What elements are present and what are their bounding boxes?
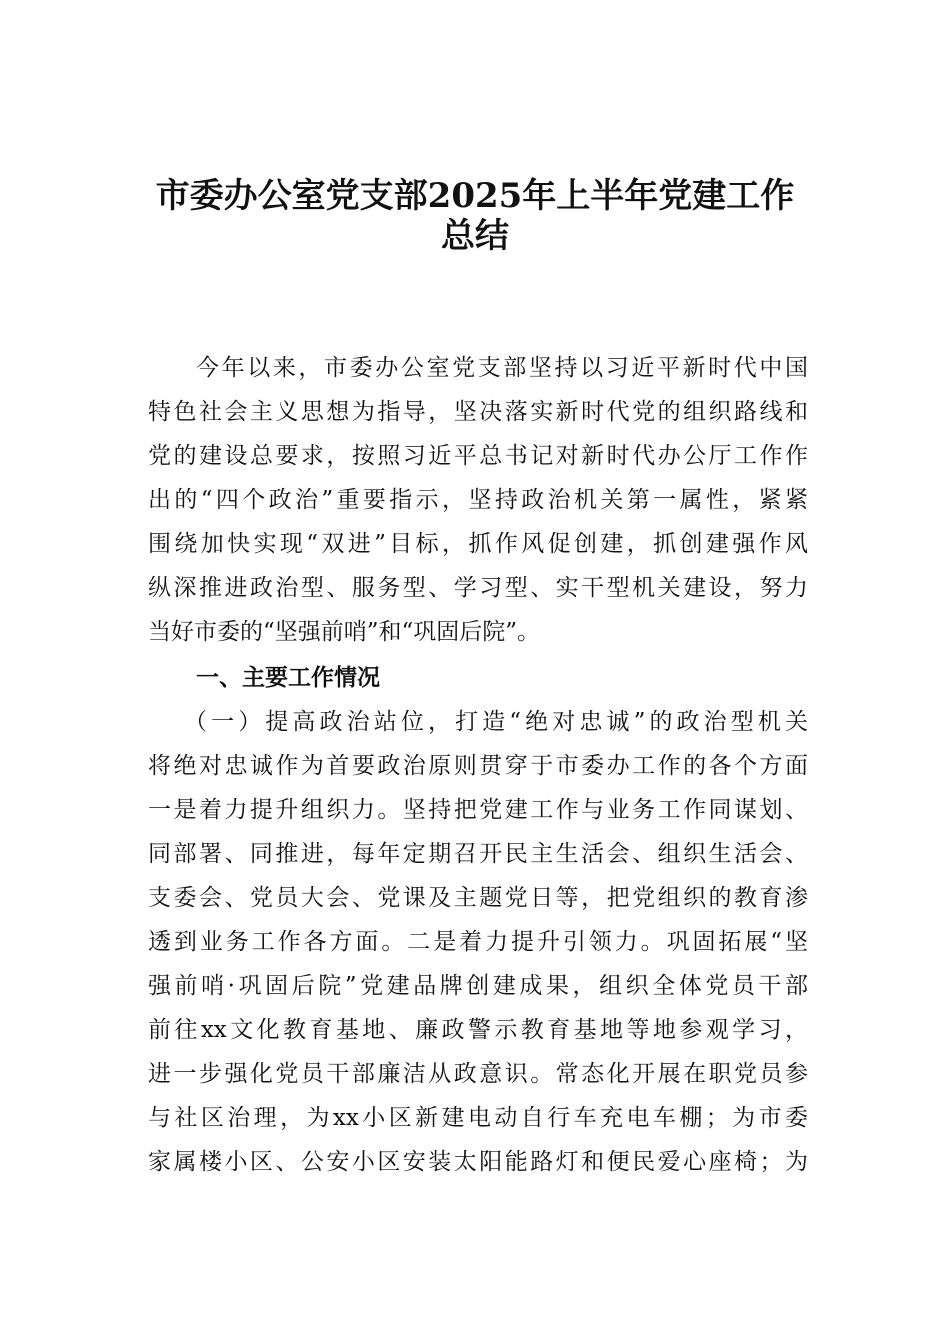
body-line: 将绝对忠诚作为首要政治原则贯穿于市委办工作的各个方面 xyxy=(148,753,808,779)
section-heading: 一、主要工作情况 xyxy=(196,665,380,691)
intro-line: 纵深推进政治型、服务型、学习型、实干型机关建设，努力 xyxy=(148,575,808,601)
document-title-line-1: 市委办公室党支部2025年上半年党建工作 xyxy=(155,176,795,216)
body-line: 一是着力提升组织力。坚持把党建工作与业务工作同谋划、 xyxy=(148,797,808,823)
body-line: 与社区治理，为xx小区新建电动自行车充电车棚；为市委 xyxy=(148,1105,808,1131)
body-line: 同部署、同推进，每年定期召开民主生活会、组织生活会、 xyxy=(148,841,808,867)
intro-line: 出的“四个政治”重要指示，坚持政治机关第一属性，紧紧 xyxy=(148,487,808,513)
subsection-heading: （一）提高政治站位，打造“绝对忠诚”的政治型机关 xyxy=(184,709,808,735)
document-title-line-2: 总结 xyxy=(441,216,509,256)
body-line: 强前哨·巩固后院”党建品牌创建成果，组织全体党员干部 xyxy=(148,973,808,999)
body-line: 家属楼小区、公安小区安装太阳能路灯和便民爱心座椅；为 xyxy=(148,1149,808,1175)
intro-line: 当好市委的“坚强前哨”和“巩固后院”。 xyxy=(148,619,541,645)
body-line: 前往xx文化教育基地、廉政警示教育基地等地参观学习， xyxy=(148,1017,808,1043)
intro-line: 今年以来，市委办公室党支部坚持以习近平新时代中国 xyxy=(196,355,808,381)
intro-line: 围绕加快实现“双进”目标，抓作风促创建，抓创建强作风 xyxy=(148,531,808,557)
body-line: 透到业务工作各方面。二是着力提升引领力。巩固拓展“坚 xyxy=(148,929,808,955)
intro-line: 党的建设总要求，按照习近平总书记对新时代办公厅工作作 xyxy=(148,443,808,469)
body-line: 进一步强化党员干部廉洁从政意识。常态化开展在职党员参 xyxy=(148,1061,808,1087)
intro-line: 特色社会主义思想为指导，坚决落实新时代党的组织路线和 xyxy=(148,399,808,425)
body-line: 支委会、党员大会、党课及主题党日等，把党组织的教育渗 xyxy=(148,885,808,911)
